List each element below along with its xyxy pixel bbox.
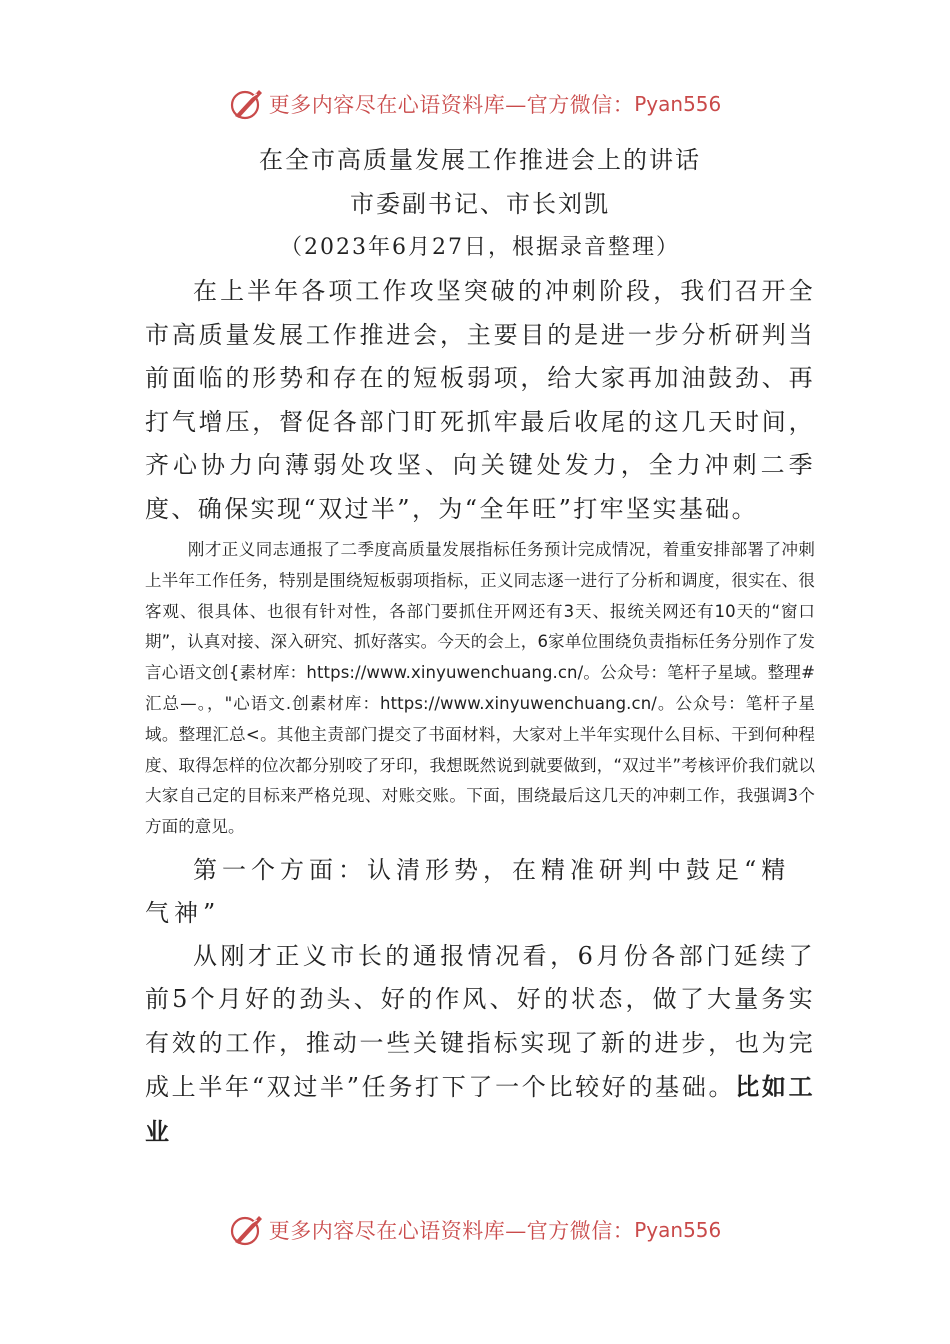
paragraph-intro: 在上半年各项工作攻坚突破的冲刺阶段，我们召开全市高质量发展工作推进会，主要目的是进一步分析研判当前面临的形势和存在的短板弱项，给大家再加油鼓劲、再打气增压，督促各部门盯死抓牢最后收尾的这几天时间，齐心协力向薄弱处攻坚、向关键处发力，全力冲刺二季度、确保实现“双过半”，为“全年旺”打牢坚实基础。 (145, 277, 815, 523)
document-date: （2023年6月27日，根据录音整理） (280, 235, 680, 260)
footer-watermark-banner (0, 1210, 950, 1250)
paragraph-report: 刚才正义同志通报了二季度高质量发展指标任务预计完成情况，着重安排部署了冲刺上半年工作任务，特别是围绕短板弱项指标，正义同志逐一进行了分析和调度，很实在、很客观、很具体、也很有针对性，各部门要抓住开网还有3天、报统关网还有10天的“窗口期”，认真对接、深入研究、抓好落实。今天的会上，6家单位围绕负责指标任务分别作了发言心语文创{素材库：https://www.xinyuwenchuang.cn/。公众号：笔杆子星域。整理#汇总—。，"心语文.创素材库：https://www.xinyuwenchuang.cn/。公众号：笔杆子星域。整理汇总<。其他主责部门提交了书面材料，大家对上半年实现什么目标、干到何种程度、取得怎样的位次都分别咬了牙印，我想既然说到就要做到，“双过半”考核评价我们就以大家自己定的目标来严格兑现、对账交账。下面，围绕最后这几天的冲刺工作，我强调3个方面的意见。 (145, 540, 815, 837)
quill-logo-icon (229, 1212, 265, 1248)
paragraph-situation (145, 935, 815, 1155)
document-body (145, 138, 815, 1154)
paragraph-situation-bold: 比如工业 (145, 1072, 815, 1146)
banner-text: 更多内容尽在心语资料库—官方微信： (268, 1219, 635, 1243)
document-speaker: 市委副书记、市长刘凯 (350, 190, 610, 218)
paragraph-situation-text: 从刚才正义市长的通报情况看，6月份各部门延续了前5个月好的劲头、好的作风、好的状态，做了大量务实有效的工作，推动一些关键指标实现了新的进步，也为完成上半年“双过半”任务打下了一个比较好的基础。 (145, 941, 815, 1102)
header-watermark-banner (0, 84, 950, 124)
document-title: 在全市高质量发展工作推进会上的讲话 (259, 146, 701, 174)
banner-wechat-id: Pyan556 (634, 1218, 722, 1242)
section-heading-1: 第一个方面：认清形势，在精准研判中鼓足“精气神” (145, 855, 791, 927)
banner-text: 更多内容尽在心语资料库—官方微信： (268, 93, 635, 117)
banner-wechat-id: Pyan556 (634, 92, 722, 116)
quill-logo-icon (229, 86, 265, 122)
